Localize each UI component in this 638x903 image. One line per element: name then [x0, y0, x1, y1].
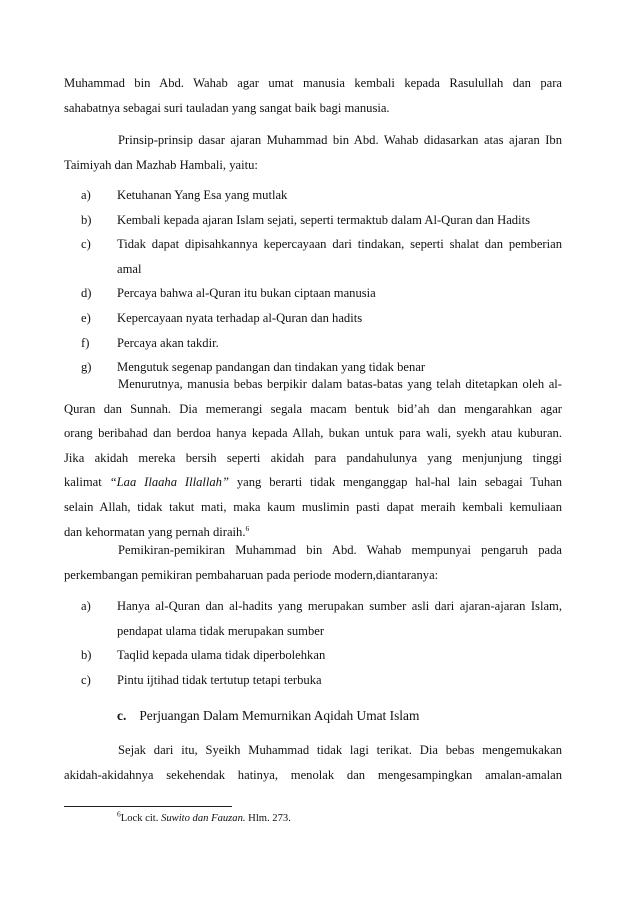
paragraph-principles	[64, 128, 562, 177]
text-line: Quran dan Sunnah. Dia memerangi segala macam bentuk bid’ah dan mengarahkan agar	[64, 401, 562, 416]
list-item	[64, 643, 562, 668]
text-fragment: kalimat	[64, 475, 110, 490]
list-marker: g)	[81, 360, 92, 375]
list-marker: a)	[81, 599, 91, 613]
footnote-number: 6	[117, 809, 121, 819]
footnote-divider	[64, 806, 232, 807]
list-marker: a)	[81, 188, 91, 202]
list-marker: c)	[81, 672, 91, 687]
list-item-text: Kembali kepada ajaran Islam sejati, seperti termaktub dalam Al-Quran dan Hadits	[117, 212, 530, 227]
list-item	[64, 232, 562, 281]
list-marker: b)	[81, 648, 92, 663]
text-line: Jika akidah mereka bersih seperti akidah para pandahulunya yang menjunjung tinggi	[64, 450, 562, 465]
list-item-text: Percaya bahwa al-Quran itu bukan ciptaan manusia	[117, 286, 376, 301]
text-fragment: dan kehormatan yang pernah diraih.	[64, 524, 246, 539]
list-marker: b)	[81, 212, 92, 227]
list-marker: c)	[81, 237, 91, 252]
section-heading	[117, 704, 419, 728]
text-line	[64, 470, 562, 495]
list-item	[64, 281, 562, 306]
text-line: Pemikiran-pemikiran Muhammad bin Abd. Wahab mempunyai pengaruh pada	[118, 543, 562, 557]
list-item	[64, 594, 562, 643]
heading-marker: c.	[117, 708, 127, 723]
heading-text: Perjuangan Dalam Memurnikan Aqidah Umat Islam	[139, 708, 420, 723]
list-item-text: Taqlid kepada ulama tidak diperbolehkan	[117, 648, 326, 663]
text-line: Sejak dari itu, Syeikh Muhammad tidak lagi terikat. Dia bebas mengemukakan	[118, 743, 562, 757]
text-line: Muhammad bin Abd. Wahab agar umat manusia kembali kepada Rasulullah dan para	[64, 76, 562, 90]
text-line: Menurutnya, manusia bebas berpikir dalam batas-batas yang telah ditetapkan oleh al-	[118, 377, 562, 391]
list-marker: e)	[81, 310, 91, 325]
list-item	[64, 183, 562, 208]
list-item-text: Tidak dapat dipisahkannya kepercayaan dari tindakan, seperti shalat dan pemberian	[117, 237, 562, 252]
text-line: selain Allah, tidak takut mati, maka kaum muslimin pasti dapat meraih kembali kemuliaan	[64, 499, 562, 514]
list-item-text: Hanya al-Quran dan al-hadits yang merupakan sumber asli dari ajaran-ajaran Islam,	[117, 599, 562, 613]
paragraph-thoughts	[64, 372, 562, 544]
list-item	[64, 306, 562, 331]
list-marker: d)	[81, 286, 92, 301]
text-line: Taimiyah dan Mazhab Hambali, yaitu:	[64, 157, 258, 172]
text-line: Prinsip-prinsip dasar ajaran Muhammad bin Abd. Wahab didasarkan atas ajaran Ibn	[118, 133, 562, 147]
paragraph-influence	[64, 538, 562, 587]
list-item	[64, 668, 562, 693]
list-item-text: amal	[117, 261, 142, 276]
text-line: sahabatnya sebagai suri tauladan yang sangat baik bagi manusia.	[64, 100, 390, 115]
text-line: perkembangan pemikiran pembaharuan pada periode modern,diantaranya:	[64, 567, 439, 582]
footnote	[117, 811, 291, 827]
list-item-text: pendapat ulama tidak merupakan sumber	[117, 623, 325, 638]
list-item-text: Kepercayaan nyata terhadap al-Quran dan hadits	[117, 310, 363, 325]
list-item	[64, 208, 562, 233]
list-item-text: Percaya akan takdir.	[117, 335, 219, 350]
list-item-text: Pintu ijtihad tidak tertutup tetapi terbuka	[117, 672, 322, 687]
text-fragment: Lock cit.	[120, 813, 162, 824]
list-item	[64, 331, 562, 356]
text-fragment: Hlm. 273.	[245, 813, 291, 824]
emphasis-text: Suwito dan Fauzan.	[161, 813, 246, 824]
paragraph-struggle	[64, 738, 562, 787]
text-line: orang beribahad dan berdoa hanya kepada Allah, bukan untuk para wali, syekh atau kuburan.	[64, 426, 562, 441]
list-item-text: Mengutuk segenap pandangan dan tindakan yang tidak benar	[117, 360, 426, 375]
text-line: akidah-akidahnya sekehendak hatinya, menolak dan mengesampingkan amalan-amalan	[64, 767, 562, 782]
list-marker: f)	[81, 335, 90, 350]
list-item-text: Ketuhanan Yang Esa yang mutlak	[117, 188, 288, 202]
emphasis-text: “Laa Ilaaha Illallah”	[109, 475, 229, 490]
principles-list	[64, 183, 562, 380]
paragraph-intro	[64, 71, 562, 120]
influence-list	[64, 594, 562, 692]
text-fragment: yang berarti tidak menganggap hal-hal lain sebagai Tuhan	[228, 475, 562, 490]
footnote-reference[interactable]: 6	[245, 523, 250, 533]
